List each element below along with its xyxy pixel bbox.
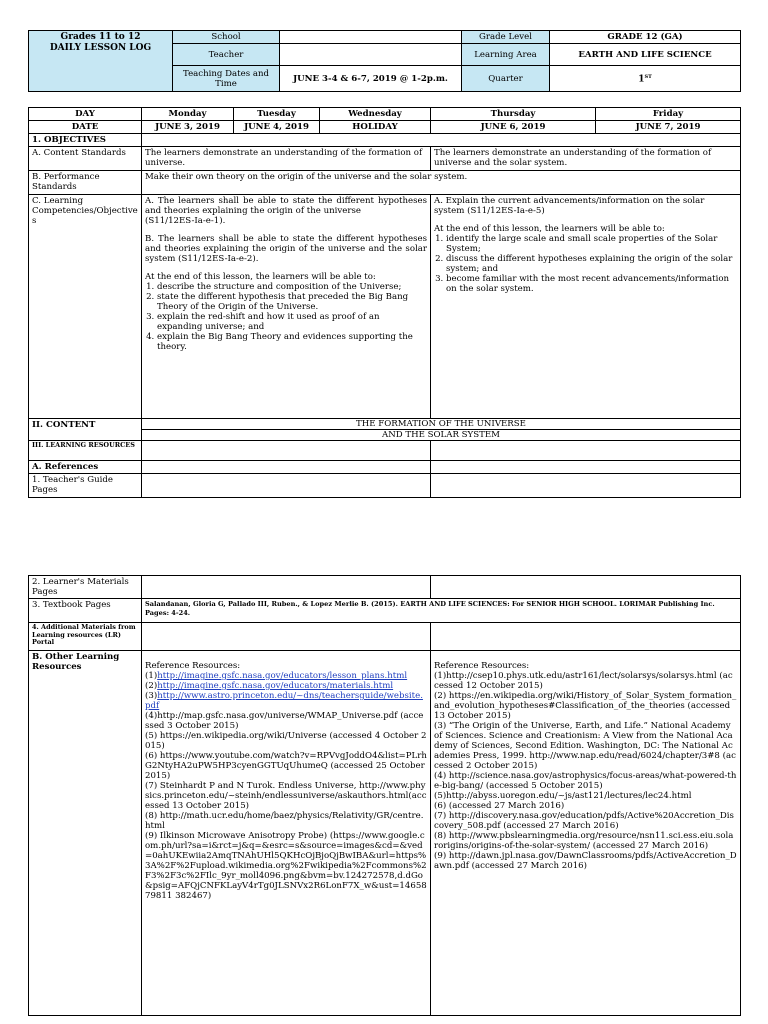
competency-b: B. The learners shall be able to state the different hypotheses and theories explaining the origin of the universe and the solar system (S11/12ES-Ia-e-2).: [145, 234, 427, 264]
learning-resources-left: [142, 441, 431, 461]
date-monday: JUNE 3, 2019: [142, 121, 234, 134]
quarter-label: Quarter: [462, 66, 550, 92]
teaching-dates-label: Teaching Dates and Time: [173, 66, 280, 92]
day-wednesday: Wednesday: [320, 108, 431, 121]
reference-item: (8) http://www.pbslearningmedia.org/resource/nsn11.sci.ess.eiu.solarorigins/origins-of-the-solar-system/ (accessed 27 March 2016): [434, 831, 734, 851]
date-thursday: JUNE 6, 2019: [431, 121, 596, 134]
learning-area-label: Learning Area: [462, 44, 550, 66]
learners-materials-left: [142, 576, 431, 599]
textbook-value: Salandanan, Gloria G, Pallado III, Ruben., & Lopez Merlie B. (2015). EARTH AND LIFE SCIENCES: For SENIOR HIGH SCHOOL. LORIMAR Publishing Inc. Pages: 4-24.: [142, 599, 741, 623]
teaching-dates-value: JUNE 3-4 & 6-7, 2019 @ 1-2p.m.: [280, 66, 462, 92]
date-label: DATE: [29, 121, 142, 134]
list-item: 3. become familiar with the most recent advancements/information on the solar system.: [446, 274, 737, 294]
learning-resources-right: [431, 441, 741, 461]
day-monday: Monday: [142, 108, 234, 121]
grade-level-value: GRADE 12 (GA): [550, 31, 741, 44]
grade-level-label: Grade Level: [462, 31, 550, 44]
content-heading: II. CONTENT: [29, 419, 142, 441]
reference-link[interactable]: http://imagine.gsfc.nasa.gov/educators/lesson_plans.html: [157, 671, 408, 681]
content-topic-line1: THE FORMATION OF THE UNIVERSE: [142, 419, 740, 430]
reference-item: (5) https://en.wikipedia.org/wiki/Universe (accessed 4 October 2015): [145, 731, 427, 751]
competency-a-code: (S11/12ES-Ia-e-1).: [145, 216, 226, 226]
school-label: School: [173, 31, 280, 44]
reference-item: (4)http://map.gsfc.nasa.gov/universe/WMAP_Universe.pdf (accessed 3 October 2015): [145, 711, 424, 731]
other-resources-left: [142, 651, 431, 1016]
teachers-guide-left: [142, 474, 431, 498]
date-wednesday: HOLIDAY: [320, 121, 431, 134]
textbook-label: 3. Textbook Pages: [29, 599, 142, 623]
teachers-guide-label: 1. Teacher's Guide Pages: [29, 474, 142, 498]
content-topic: [142, 419, 741, 441]
references-right: [431, 461, 741, 474]
objectives-blank: [142, 134, 741, 147]
additional-materials-right: [431, 623, 741, 651]
lesson-table: [28, 107, 741, 498]
header-table: [28, 30, 741, 92]
reference-heading: Reference Resources:: [145, 661, 241, 671]
content-topic-line2: AND THE SOLAR SYSTEM: [382, 430, 500, 440]
list-item: 2. state the different hypothesis that preceded the Big Bang Theory of the Origin of the Universe.: [157, 292, 427, 312]
lesson-table-continued: [28, 575, 741, 1016]
additional-materials-left: [142, 623, 431, 651]
competencies-left: [142, 195, 431, 419]
list-item: 3. explain the red-shift and how it used as proof of an expanding universe; and: [157, 312, 427, 332]
reference-list: [145, 671, 427, 901]
learning-resources-heading: III. LEARNING RESOURCES: [29, 441, 142, 461]
reference-item: (1)http://imagine.gsfc.nasa.gov/educators/lesson_plans.html: [145, 671, 408, 681]
competency-right-a: A. Explain the current advancements/information on the solar system (S11/12ES-Ia-e-5): [434, 196, 705, 216]
log-title-grades: Grades 11 to 12: [60, 32, 141, 42]
reference-item: (6) (accessed 27 March 2016): [434, 801, 565, 811]
reference-link[interactable]: http://imagine.gsfc.nasa.gov/educators/materials.html: [157, 681, 394, 691]
day-label: DAY: [29, 108, 142, 121]
reference-item: (2)http://imagine.gsfc.nasa.gov/educators/materials.html: [145, 681, 394, 691]
reference-list: [434, 671, 737, 871]
day-friday: Friday: [596, 108, 741, 121]
competency-end-intro: At the end of this lesson, the learners will be able to:: [145, 272, 376, 282]
log-title: [29, 31, 173, 92]
reference-item: (9) Ilkinson Microwave Anisotropy Probe) (https://www.google.com.ph/url?sa=i&rct=j&q=&esrc=s&source=images&cd=&ved=0ahUKEwiia2AmqTNAhUHl5QKHcOjBjoQjBwIBA&url=https%3A%2F%2Fupload.wikimedia.org%2Fwikipedia%2Fcommons%2F3%2F3c%2FIlc_9yr_moll4096.png&bvm=bv.124272578,d.dGo&psig=AFQjCNFKLayV4rTg0JLSNVx2R6LonF7X_w&ust=1465879811 382467): [145, 831, 427, 901]
learning-area-value: EARTH AND LIFE SCIENCE: [550, 44, 741, 66]
learners-materials-label: 2. Learner's Materials Pages: [29, 576, 142, 599]
reference-item: (5)http://abyss.uoregon.edu/~js/ast121/lectures/lec24.html: [434, 791, 692, 801]
list-item: 1. describe the structure and composition of the Universe;: [157, 282, 427, 292]
teachers-guide-right: [431, 474, 741, 498]
day-thursday: Thursday: [431, 108, 596, 121]
teacher-value: [280, 44, 462, 66]
list-item: 1. identify the large scale and small scale properties of the Solar System;: [446, 234, 737, 254]
reference-item: (8) http://math.ucr.edu/home/baez/physics/Relativity/GR/centre.html: [145, 811, 424, 831]
reference-item: (9) http://dawn.jpl.nasa.gov/DawnClassrooms/pdfs/ActiveAccretion_Dawn.pdf (accessed 27 March 2016): [434, 851, 737, 871]
learning-competencies-label: C. Learning Competencies/Objectives: [29, 195, 142, 419]
learners-materials-right: [431, 576, 741, 599]
reference-item: (4) http://science.nasa.gov/astrophysics/focus-areas/what-powered-the-big-bang/ (accessed 5 October 2015): [434, 771, 737, 791]
reference-item: (3) “The Origin of the Universe, Earth, and Life.” National Academy of Sciences. Science and Creationism: A View from the National Academy of Sciences, Second Edition. Washington, DC: The National Academies Press, 1999. http://www.nap.edu/read/6024/chapter/3#8 (accessed 2 October 2015): [434, 721, 736, 771]
reference-item: (2) https://en.wikipedia.org/wiki/History_of_Solar_System_formation_and_evolution_hypotheses#Classification_of_the_theories (accessed 13 October 2015): [434, 691, 737, 721]
teacher-label: Teacher: [173, 44, 280, 66]
competency-a: A. The learners shall be able to state the different hypotheses and theories explaining the origin of the universe: [145, 196, 427, 216]
log-title-name: DAILY LESSON LOG: [49, 43, 152, 53]
date-friday: JUNE 7, 2019: [596, 121, 741, 134]
additional-materials-label: 4. Additional Materials from Learning resources (LR) Portal: [29, 623, 142, 651]
school-value: [280, 31, 462, 44]
content-standards-left: The learners demonstrate an understanding of the formation of universe.: [142, 147, 431, 171]
reference-link[interactable]: http://www.astro.princeton.edu/~dns/teachersguide/website.pdf: [145, 691, 423, 711]
reference-item: (7) http://discovery.nasa.gov/education/pdfs/Active%20Accretion_Discovery_508.pdf (accessed 27 March 2016): [434, 811, 734, 831]
list-item: 4. explain the Big Bang Theory and evidences supporting the theory.: [157, 332, 427, 352]
reference-item: (7) Steinhardt P and N Turok. Endless Universe, http://www.physics.princeton.edu/~steinh/endlessuniverse/askauthors.html(accessed 13 October 2015): [145, 781, 427, 811]
content-standards-right: The learners demonstrate an understanding of the formation of universe and the solar system.: [431, 147, 741, 171]
content-standards-label: A. Content Standards: [29, 147, 142, 171]
date-tuesday: JUNE 4, 2019: [234, 121, 320, 134]
performance-standards-text: Make their own theory on the origin of the universe and the solar system.: [142, 171, 741, 195]
reference-item: (6) https://www.youtube.com/watch?v=RPVvgJoddO4&list=PLrhG2NtyHA2uPW5HP3cyenGGTUqUhumeQ (accessed 25 October 2015): [145, 751, 427, 781]
objectives-heading: 1. OBJECTIVES: [29, 134, 142, 147]
references-left: [142, 461, 431, 474]
quarter-value: 1ST: [550, 66, 741, 92]
references-heading: A. References: [29, 461, 142, 474]
reference-heading: Reference Resources:: [434, 661, 530, 671]
performance-standards-label: B. Performance Standards: [29, 171, 142, 195]
list-item: 2. discuss the different hypotheses explaining the origin of the solar system; and: [446, 254, 737, 274]
other-resources-right: [431, 651, 741, 1016]
reference-item: (3)http://www.astro.princeton.edu/~dns/teachersguide/website.pdf: [145, 691, 423, 711]
competencies-right: [431, 195, 741, 419]
other-resources-label: B. Other Learning Resources: [29, 651, 142, 1016]
day-tuesday: Tuesday: [234, 108, 320, 121]
competency-right-end-intro: At the end of this lesson, the learners will be able to:: [434, 224, 665, 234]
reference-item: (1)http://csep10.phys.utk.edu/astr161/lect/solarsys/solarsys.html (accessed 12 October 2015): [434, 671, 733, 691]
